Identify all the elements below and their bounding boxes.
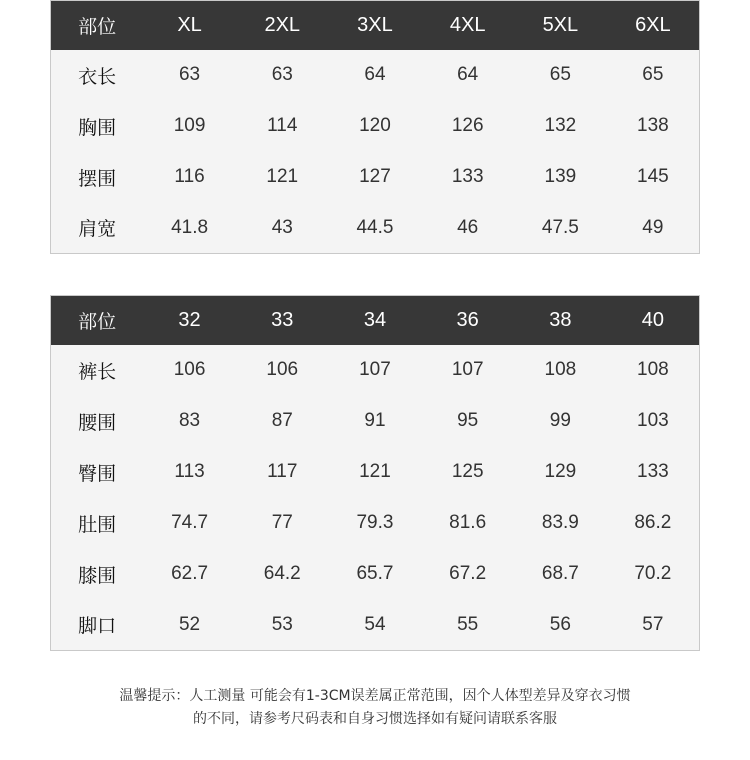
table-cell: 121	[266, 166, 299, 187]
table-cell: 116	[174, 166, 205, 187]
header-cell: 部位	[78, 310, 117, 333]
table-cell: 70.2	[634, 563, 672, 584]
header-cell: 40	[641, 308, 664, 331]
table-cell: 68.7	[541, 563, 579, 584]
header-cell: 38	[549, 308, 572, 331]
table-cell: 83.9	[541, 512, 579, 533]
table-header-row	[51, 296, 700, 345]
table-cell: 67.2	[449, 563, 487, 584]
row-label: 膝围	[78, 564, 117, 587]
note-line-1: 温馨提示：人工测量 可能会有1-3CM误差属正常范围，因个人体型差异及穿衣习惯	[119, 688, 631, 704]
row-label: 脚口	[78, 615, 117, 638]
table-cell: 139	[544, 166, 577, 187]
table-cell: 64	[457, 64, 479, 85]
table-row	[51, 203, 700, 254]
table-cell: 127	[359, 166, 391, 187]
header-cell: XL	[177, 13, 202, 36]
table-cell: 77	[271, 512, 293, 533]
table-cell: 126	[451, 115, 484, 136]
header-cell: 36	[456, 308, 479, 331]
table-cell: 54	[364, 613, 386, 635]
table-cell: 87	[271, 410, 293, 431]
table-cell: 62.7	[171, 563, 209, 584]
table-cell: 41.8	[171, 216, 209, 238]
table-cell: 65	[549, 64, 571, 85]
header-cell: 6XL	[635, 13, 671, 36]
table-cell: 107	[359, 359, 391, 380]
table-cell: 79.3	[356, 512, 394, 533]
table-cell: 120	[359, 115, 391, 136]
row-label: 衣长	[78, 65, 117, 88]
table-cell: 109	[173, 115, 206, 136]
table-row	[51, 600, 700, 651]
header-cell: 5XL	[542, 13, 579, 36]
table-cell: 43	[271, 216, 293, 238]
table-cell: 44.5	[356, 216, 394, 238]
table-cell: 55	[457, 613, 479, 635]
table-cell: 133	[637, 461, 669, 482]
table-cell: 86.2	[634, 512, 672, 533]
table-cell: 133	[451, 166, 484, 187]
table-cell: 95	[457, 410, 479, 431]
table-cell: 106	[173, 359, 206, 380]
table-cell: 49	[642, 216, 664, 238]
table-cell: 53	[271, 613, 293, 635]
header-cell: 3XL	[357, 13, 393, 36]
header-cell: 33	[271, 308, 294, 331]
row-label: 肩宽	[78, 218, 117, 241]
table-row	[51, 498, 700, 549]
table-cell: 65.7	[356, 563, 394, 584]
size-note	[0, 685, 750, 731]
table-cell: 56	[549, 613, 571, 635]
table-cell: 108	[637, 359, 669, 380]
table-cell: 117	[267, 461, 298, 482]
table-cell: 74.7	[171, 512, 209, 533]
table-cell: 52	[178, 613, 201, 635]
note-line-2: 的不同，请参考尺码表和自身习惯选择如有疑问请联系客服	[193, 711, 557, 727]
row-label: 腰围	[78, 411, 117, 434]
table-row	[51, 447, 700, 498]
table-cell: 63	[271, 64, 293, 85]
table-cell: 64.2	[263, 563, 301, 584]
table-cell: 125	[451, 461, 484, 482]
table-cell: 138	[637, 115, 669, 136]
table-row	[51, 396, 700, 447]
bottom-size-table	[50, 295, 700, 651]
table-cell: 57	[642, 613, 664, 635]
top-size-table	[50, 0, 700, 254]
table-cell: 113	[174, 461, 205, 482]
table-cell: 145	[637, 166, 669, 187]
header-cell: 4XL	[449, 13, 486, 36]
table-cell: 64	[364, 64, 386, 85]
header-cell: 2XL	[264, 13, 301, 36]
table-row	[51, 101, 700, 152]
table-cell: 121	[359, 461, 391, 482]
row-label: 摆围	[78, 167, 117, 190]
table-cell: 83	[178, 410, 201, 431]
header-cell: 部位	[78, 15, 117, 38]
table-cell: 103	[637, 410, 669, 431]
table-cell: 46	[457, 216, 479, 238]
table-row	[51, 50, 700, 101]
table-cell: 108	[544, 359, 577, 380]
table-cell: 107	[451, 359, 484, 380]
row-label: 胸围	[78, 116, 117, 139]
table-cell: 81.6	[449, 512, 487, 533]
table-cell: 47.5	[541, 216, 579, 238]
row-label: 肚围	[78, 513, 117, 536]
table-row	[51, 549, 700, 600]
header-cell: 34	[363, 308, 387, 331]
header-cell: 32	[178, 308, 201, 331]
table-cell: 99	[549, 410, 571, 431]
table-cell: 132	[544, 115, 577, 136]
row-label: 裤长	[78, 360, 117, 383]
table-cell: 63	[178, 64, 201, 85]
table-cell: 91	[364, 410, 386, 431]
table-cell: 65	[642, 64, 664, 85]
table-header-row	[51, 1, 700, 50]
table-cell: 114	[267, 115, 298, 136]
row-label: 臀围	[78, 462, 117, 485]
table-cell: 129	[544, 461, 577, 482]
table-cell: 106	[266, 359, 299, 380]
table-row	[51, 345, 700, 396]
table-row	[51, 152, 700, 203]
